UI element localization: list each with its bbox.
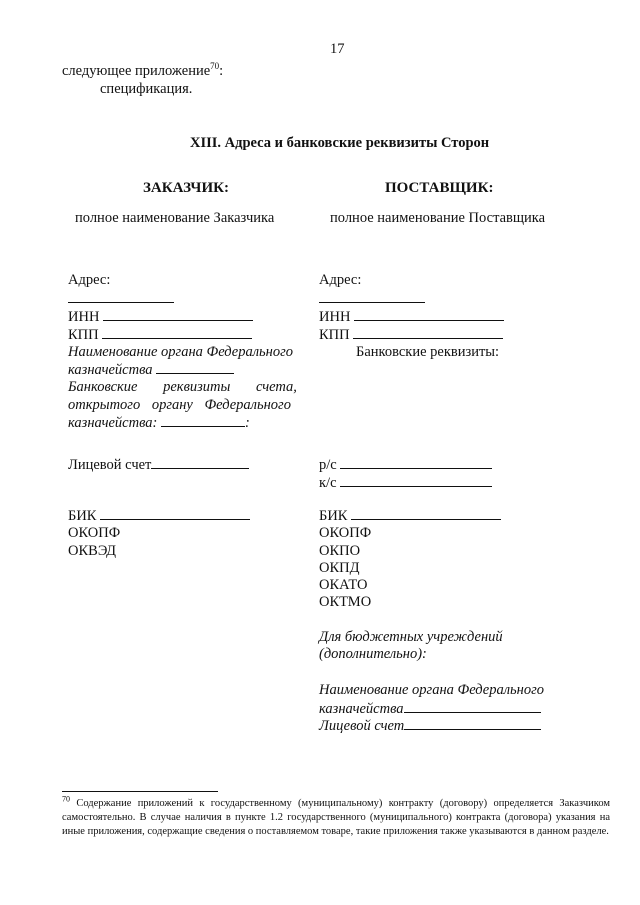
footnote-separator [62, 791, 218, 792]
intro-item-specification: спецификация. [100, 81, 193, 97]
supplier-address-label: Адрес: [319, 272, 362, 288]
supplier-okopf-label: ОКОПФ [319, 525, 372, 541]
supplier-bik-label: БИК [319, 508, 348, 524]
supplier-budget-label-1: Для бюджетных учреждений [319, 629, 503, 645]
customer-personal-account-blank [151, 455, 249, 469]
supplier-rs-blank [340, 455, 492, 469]
supplier-ks-label: к/с [319, 475, 337, 491]
footnote [62, 794, 611, 839]
supplier-rs-row [319, 455, 492, 474]
supplier-treasury-label-2: казначейства [319, 701, 404, 717]
supplier-kpp-blank [353, 325, 503, 339]
supplier-personal-account-row [319, 716, 541, 735]
customer-bik-label: БИК [68, 508, 97, 524]
customer-kpp-label: КПП [68, 327, 99, 343]
customer-inn-label: ИНН [68, 309, 100, 325]
customer-bank-acc-row-3 [68, 413, 250, 432]
footnote-number: 70 [62, 794, 70, 804]
supplier-inn-label: ИНН [319, 309, 351, 325]
intro-text: следующее приложение [62, 63, 211, 79]
customer-address-label: Адрес: [68, 272, 111, 288]
customer-okved-label: ОКВЭД [68, 543, 117, 559]
customer-treasury-blank [156, 360, 234, 374]
supplier-ks-row [319, 473, 492, 492]
customer-kpp-row [68, 325, 252, 344]
supplier-treasury-label-1: Наименование органа Федерального [319, 682, 544, 698]
supplier-budget-label-2: (дополнительно): [319, 646, 427, 662]
supplier-kpp-label: КПП [319, 327, 350, 343]
customer-bank-acc-colon: : [245, 415, 250, 431]
supplier-personal-account-blank [404, 716, 541, 730]
intro-line [62, 62, 223, 80]
supplier-full-name-label: полное наименование Поставщика [330, 210, 546, 226]
supplier-rs-label: р/с [319, 457, 337, 473]
supplier-address-line [319, 302, 425, 303]
customer-bank-acc-text-1: Банковские реквизиты счета, [68, 379, 297, 395]
supplier-okpd-label: ОКПД [319, 560, 360, 576]
customer-treasury-label-1: Наименование органа Федерального [68, 344, 293, 360]
supplier-inn-blank [354, 307, 504, 321]
supplier-okpo-label: ОКПО [319, 543, 361, 559]
customer-address-line [68, 302, 174, 303]
customer-bank-acc-line-1 [68, 378, 307, 396]
customer-bank-acc-text-3: казначейства: [68, 415, 158, 431]
supplier-oktmo-label: ОКТМО [319, 594, 372, 610]
supplier-bik-blank [351, 506, 501, 520]
customer-personal-account-row [68, 455, 249, 474]
page-number: 17 [330, 41, 345, 57]
section-title: XIII. Адреса и банковские реквизиты Сторон [190, 135, 490, 151]
customer-treasury-label-2: казначейства [68, 362, 153, 378]
customer-kpp-blank [102, 325, 252, 339]
supplier-bank-details-label: Банковские реквизиты: [356, 344, 500, 360]
customer-personal-account-label: Лицевой счет [68, 457, 152, 473]
customer-heading: ЗАКАЗЧИК: [143, 180, 229, 196]
customer-inn-blank [103, 307, 253, 321]
supplier-kpp-row [319, 325, 503, 344]
customer-treasury-row [68, 360, 234, 379]
supplier-heading: ПОСТАВЩИК: [385, 180, 494, 196]
supplier-personal-account-label: Лицевой счет [319, 718, 405, 734]
footnote-text: Содержание приложений к государственному (муниципальному) контракту (договору) определяется Заказчиком самостоятельно. В случае наличия в пункте 1.2 государственного (муниципального) контракта (договора) указания на иные приложения, содержащие сведения о поставляемом товаре, такие приложения также указываются в данном разделе. [62, 798, 611, 837]
supplier-treasury-blank [404, 699, 541, 713]
customer-bank-acc-line-2 [68, 396, 291, 414]
supplier-bik-row [319, 506, 501, 525]
customer-bik-row [68, 506, 250, 525]
supplier-inn-row [319, 307, 504, 326]
customer-bank-acc-text-2: открытого органу Федерального [68, 397, 291, 413]
customer-bik-blank [100, 506, 250, 520]
customer-full-name-label: полное наименование Заказчика [75, 210, 275, 226]
customer-inn-row [68, 307, 253, 326]
intro-colon: : [219, 63, 224, 79]
customer-bank-acc-blank [161, 413, 245, 427]
footnote-ref: 70 [210, 61, 220, 72]
customer-okopf-label: ОКОПФ [68, 525, 121, 541]
supplier-ks-blank [340, 473, 492, 487]
supplier-okato-label: ОКАТО [319, 577, 368, 593]
